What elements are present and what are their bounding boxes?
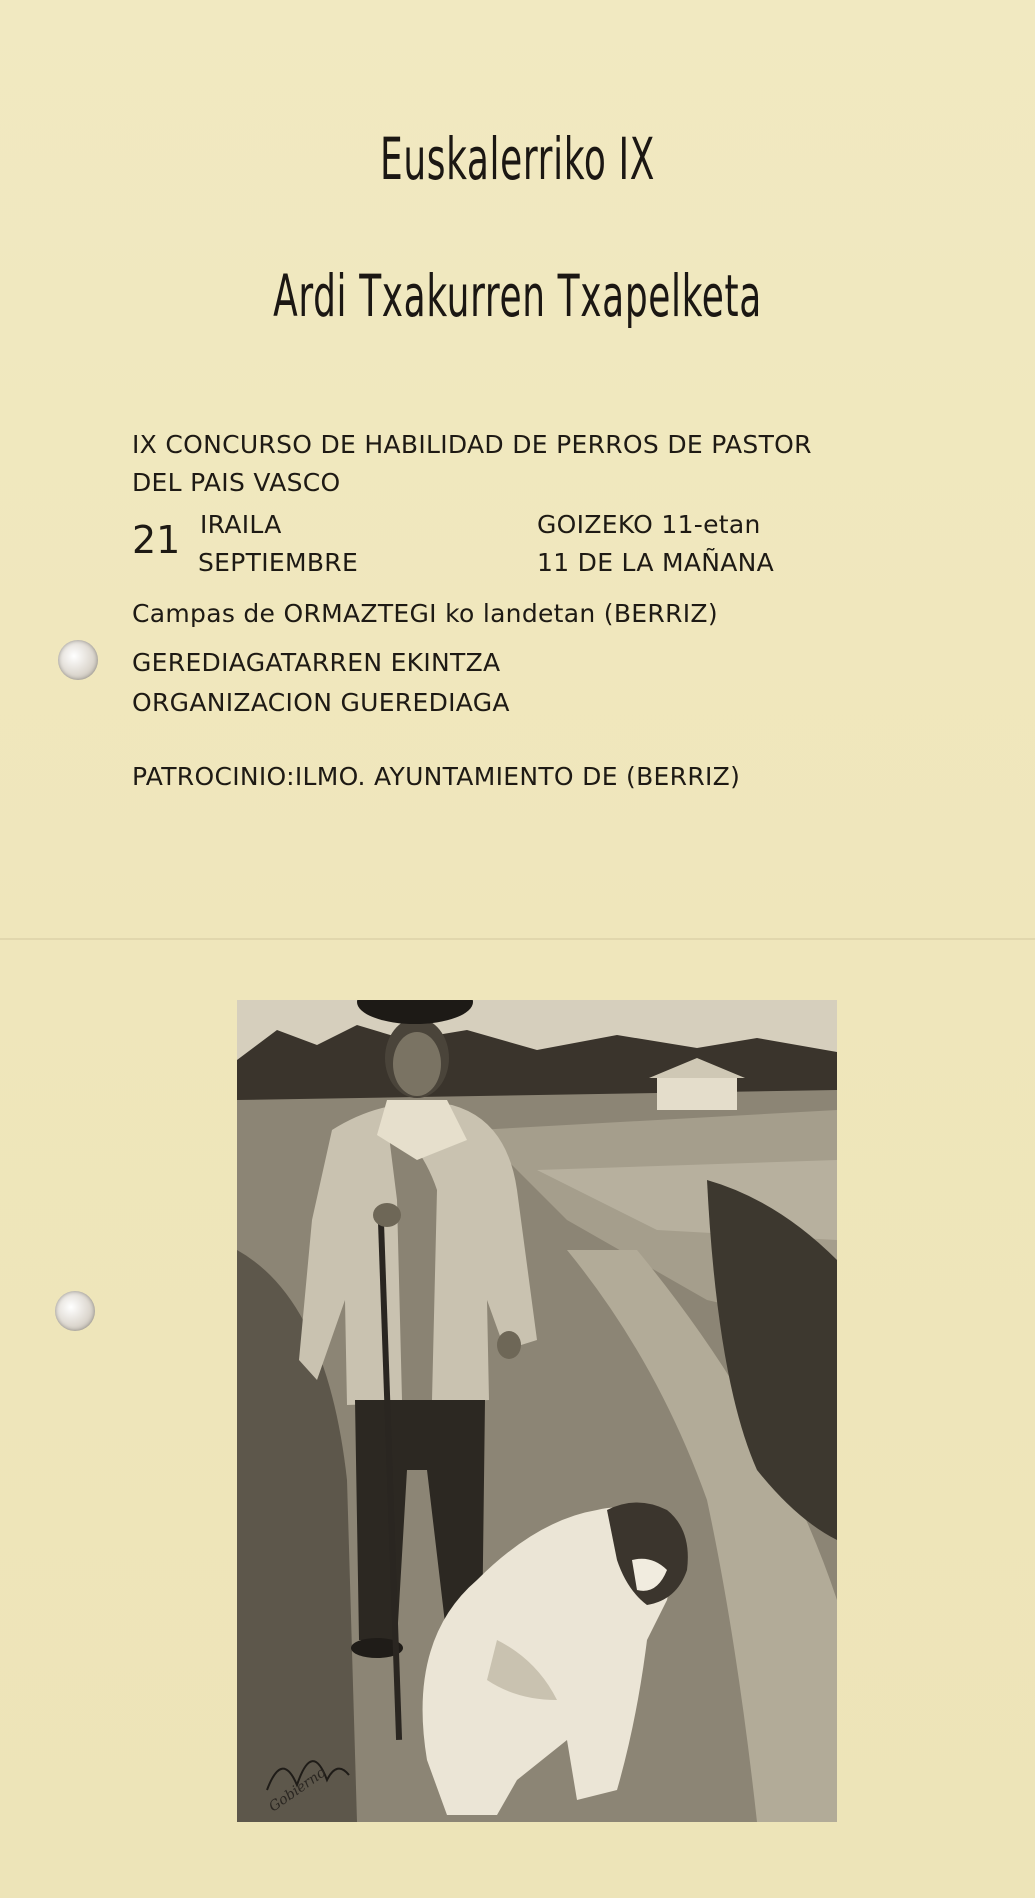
concurso-line-2: DEL PAIS VASCO xyxy=(132,468,341,497)
place-text: Campas de ORMAZTEGI ko landetan (BERRIZ) xyxy=(132,599,718,628)
shepherd-photo xyxy=(237,1000,837,1822)
sponsor-text: PATROCINIO:ILMO. AYUNTAMIENTO DE (BERRIZ) xyxy=(132,762,741,791)
title-line-1: Euskalerriko IX xyxy=(379,125,656,193)
date-month-es: SEPTIEMBRE xyxy=(198,548,359,577)
date-time-es: 11 DE LA MAÑANA xyxy=(537,548,775,577)
shepherd-illustration xyxy=(237,1000,837,1822)
date-time-eu: GOIZEKO 11-etan xyxy=(537,510,761,539)
photo-signature: Gobierno xyxy=(266,1764,329,1816)
paper-fold-line xyxy=(0,938,1035,940)
date-day: 21 xyxy=(132,518,181,562)
concurso-line-1: IX CONCURSO DE HABILIDAD DE PERROS DE PASTOR xyxy=(132,430,812,459)
organizer-eu: GEREDIAGATARREN EKINTZA xyxy=(132,648,501,677)
punch-hole-bottom xyxy=(55,1291,95,1331)
date-month-eu: IRAILA xyxy=(200,510,282,539)
punch-hole-top xyxy=(58,640,98,680)
organizer-es: ORGANIZACION GUEREDIAGA xyxy=(132,688,510,717)
title-line-2: Ardi Txakurren Txapelketa xyxy=(273,262,762,330)
